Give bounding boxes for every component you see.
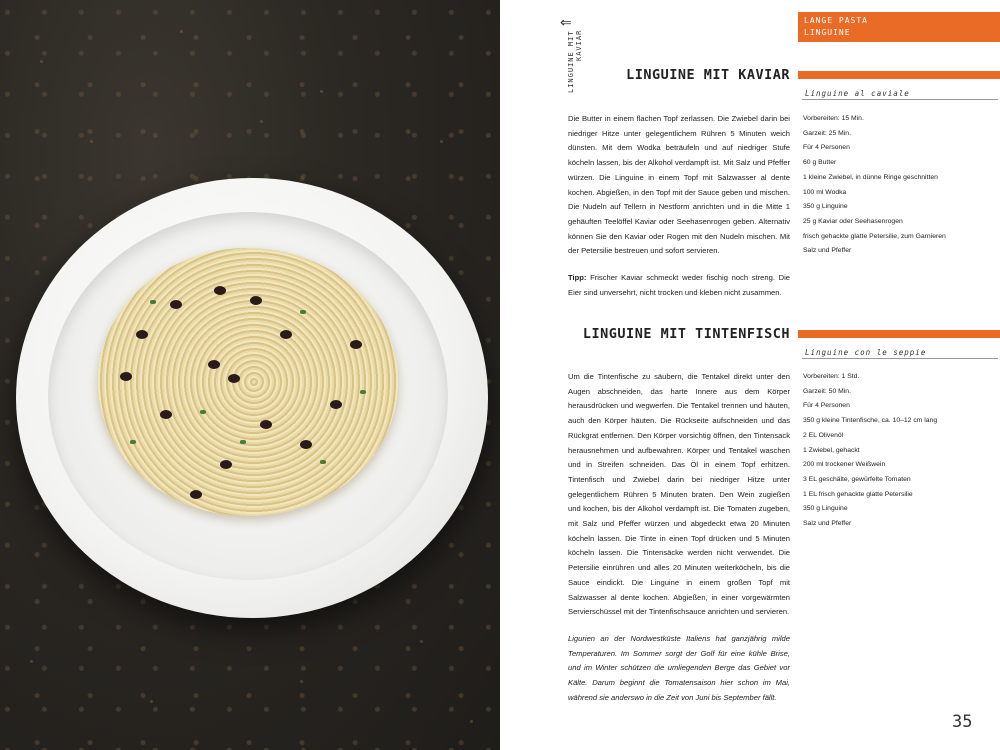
ingredient: 350 g Linguine — [803, 505, 848, 513]
ingredient: Salz und Pfeffer — [803, 520, 852, 528]
ingredient: Für 4 Personen — [803, 402, 850, 410]
ingredient: Salz und Pfeffer — [803, 247, 852, 255]
recipe-method — [568, 370, 790, 705]
ingredient: frisch gehackte glatte Petersilie, zum Garnieren — [803, 232, 946, 240]
ingredient: 2 EL Olivenöl — [803, 431, 844, 439]
ingredient: Für 4 Personen — [803, 144, 850, 152]
tip-text: Frischer Kaviar schmeckt weder fischig noch streng. Die Eier sind unversehrt, nicht trocken und kleben nicht zusammen. — [568, 273, 790, 297]
ingredient-list — [803, 112, 993, 259]
recipe-method — [568, 112, 790, 300]
ingredient: Vorbereiten: 1 Std. — [803, 373, 860, 380]
title-rule — [798, 71, 1000, 79]
ingredient: Garzeit: 25 Min. — [803, 129, 851, 137]
subtitle-rule — [802, 358, 998, 359]
recipe-italian-name: Linguine al caviale — [805, 89, 910, 98]
ingredient: 350 g kleine Tintenfische, ca. 10–12 cm lang — [803, 417, 938, 425]
method-text: Die Butter in einem flachen Topf zerlassen. Die Zwiebel darin bei niedriger Hitze unter gelegentlichem Rühren 5 Minuten weich dünsten. Mit dem Wodka beträufeln und auf niedriger Stufe köcheln lassen, bis der Alkohol verdampft ist. Mit Salz und Pfeffer würzen. Die Linguine in einem Topf mit Salzwasser al dente kochen. Abgießen, in den Topf mit der Sauce geben und mischen. Die Nudeln auf Tellern in Nestform anrichten und in die Mitte 1 gehäuften Teelöffel Kaviar oder Seehasenrogen geben. Alternativ können Sie den Kaviar oder Rogen mit den Nudeln mischen. Mit der Petersilie bestreuen und sofort servieren. — [568, 114, 790, 256]
ingredient: 350 g Linguine — [803, 203, 848, 211]
page-number: 35 — [952, 712, 973, 732]
subsection-label: LINGUINE — [804, 28, 851, 37]
method-text: Um die Tintenfische zu säubern, die Tentakel direkt unter den Augen abschneiden, das harte Innere aus dem Körper herausdrücken und wegwerfen. Die Tentakel trennen und häuten, auch den Körper häuten. Die Rückseite aufschneiden und das Rückgrat entfernen. Den Körper vorsichtig öffnen, den Tintensack herausnehmen und aufbewahren. Körper und Tentakel waschen und in Streifen schneiden. Das Öl in einem Topf erhitzen. Tintenfisch und Zwiebel darin bei niedriger Hitze unter gelegentlichem Rühren 5 Minuten braten. Den Wein zugießen und kochen, bis der Alkohol verdampft ist. Die Tomaten zugeben, mit Salz und Pfeffer würzen und abgedeckt etwa 20 Minuten köcheln lassen. Die Tinte in einen Topf drücken und 5 Minuten köcheln lassen. Die Tintensäcke werden nicht verwendet. Die Petersilie einrühren und alles 20 Minuten weiterköcheln, bis die Sauce eindickt. Die Linguine in einem großen Topf mit Salzwasser al dente kochen. Abgießen, in einer vorgewärmten Servierschüssel mit der Tintenfischsauce anrichten und servieren. — [568, 372, 790, 617]
recipe-title: LINGUINE MIT KAVIAR — [626, 67, 790, 83]
ingredient: 200 ml trockener Weißwein — [803, 461, 886, 469]
recipe-page — [500, 0, 1000, 750]
subtitle-rule — [802, 99, 998, 100]
linguine-nest — [98, 248, 398, 516]
title-rule — [798, 330, 1000, 338]
ingredient: Vorbereiten: 15 Min. — [803, 115, 864, 122]
ingredient: 60 g Butter — [803, 159, 837, 167]
ingredient: 1 kleine Zwiebel, in dünne Ringe geschnitten — [803, 173, 938, 181]
tip-label: Tipp: — [568, 273, 587, 283]
ingredient-list — [803, 370, 993, 532]
ingredient: 100 ml Wodka — [803, 188, 847, 196]
region-note: Ligurien an der Nordwestküste Italiens hat ganzjährig milde Temperaturen. Im Sommer sorgt der Golf für eine kühle Brise, und im Winter schützen die umliegenden Berge das Gebiet vor Kälte. Darum beginnt die Tomatensaison hier schon im Mai, während sie anderswo in die Zeit von Juni bis September fällt. — [568, 633, 790, 702]
ingredient: Garzeit: 50 Min. — [803, 387, 851, 395]
ingredient: 3 EL geschälte, gewürfelte Tomaten — [803, 475, 911, 483]
recipe-title: LINGUINE MIT TINTENFISCH — [582, 326, 790, 342]
ingredient: 1 Zwiebel, gehackt — [803, 446, 860, 454]
section-tab — [798, 12, 1000, 42]
running-head: LINGUINE MIT KAVIAR — [567, 30, 583, 93]
ingredient: 1 EL frisch gehackte glatte Petersilie — [803, 490, 913, 498]
back-arrow-icon: ⇐ — [560, 14, 572, 30]
recipe-italian-name: Linguine con le seppie — [805, 348, 927, 357]
ingredient: 25 g Kaviar oder Seehasenrogen — [803, 217, 903, 225]
tip-paragraph — [568, 271, 790, 300]
section-label: LANGE PASTA — [804, 16, 868, 25]
